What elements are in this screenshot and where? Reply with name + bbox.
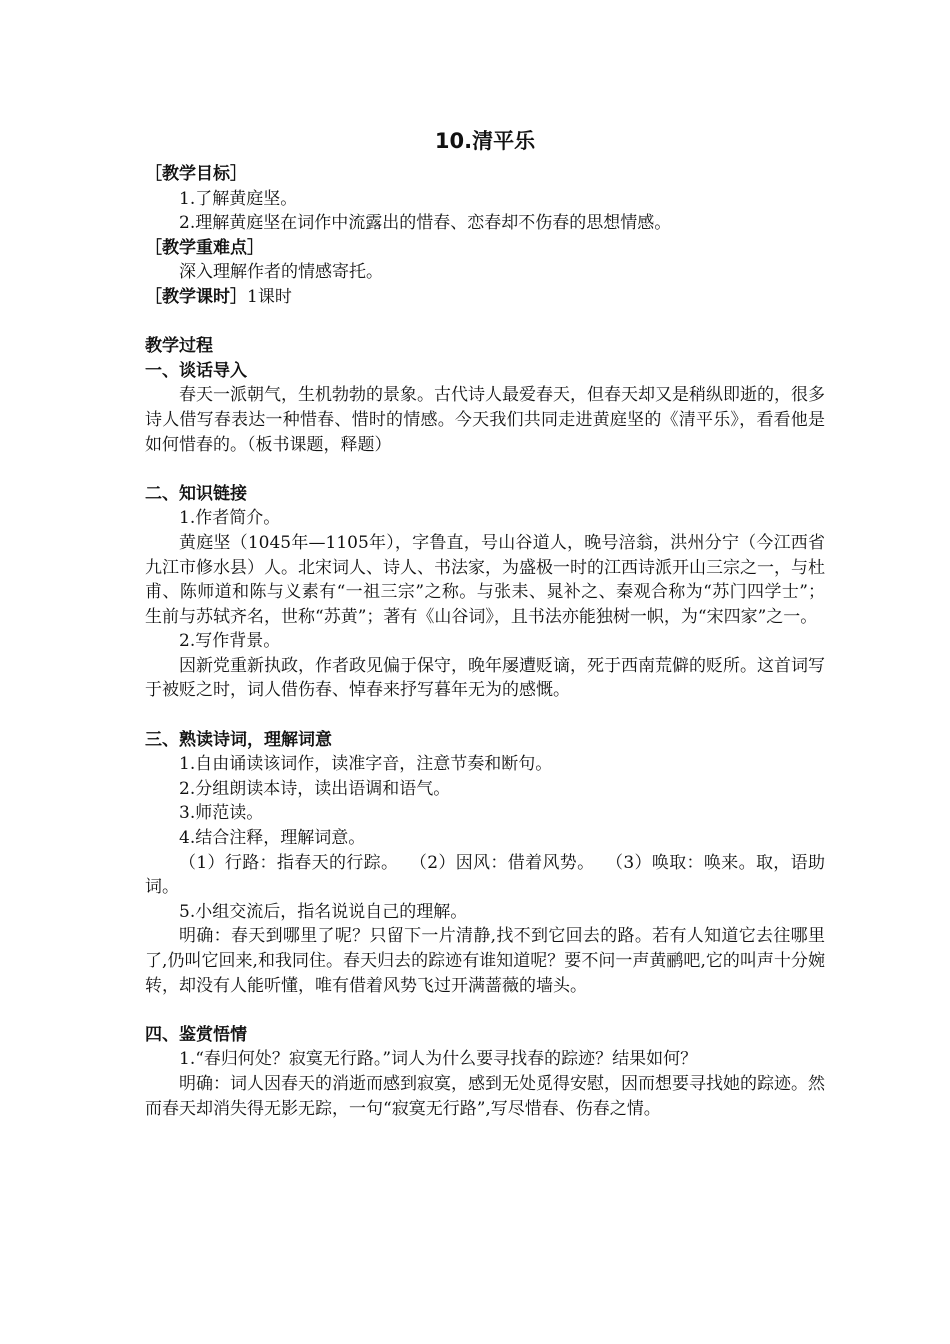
difficulty-text: 深入理解作者的情感寄托。: [179, 262, 383, 283]
section-heading: 二、知识链接: [145, 483, 247, 504]
background-paragraph: 因新党重新执政，作者政见偏于保守，晚年屡遭贬谪，死于西南荒僻的贬所。这首词写于被贬之时，词人借伤春、悼春来抒写暮年无为的感慨。: [145, 655, 825, 701]
list-item: 1.自由诵读该词作，读准字音，注意节奏和断句。: [179, 754, 553, 775]
answer-paragraph: 明确：词人因春天的消逝而感到寂寞，感到无处觅得安慰，因而想要寻找她的踪迹。然而春天却消失得无影无踪，一句“寂寞无行路”,写尽惜春、伤春之情。: [145, 1073, 825, 1119]
answer-paragraph: 明确：春天到哪里了呢？只留下一片清静,找不到它回去的路。若有人知道它去往哪里了,仍叫它回来,和我同住。春天归去的踪迹有谁知道呢？要不问一声黄鹂吧,它的叫声十分婉转，却没有人能听懂，唯有借着风势飞过开满蔷薇的墙头。: [145, 926, 825, 996]
difficulty-heading: ［教学重难点］: [145, 237, 264, 258]
section-heading: 一、谈话导入: [145, 360, 247, 381]
process-heading: 教学过程: [145, 336, 213, 357]
document-body: [145, 126, 825, 1121]
objective-item: 1.了解黄庭坚。: [179, 188, 298, 209]
section-heading: 四、鉴赏悟情: [145, 1024, 247, 1045]
author-paragraph: 黄庭坚（1045年—1105年），字鲁直，号山谷道人，晚号涪翁，洪州分宁（今江西省九江市修水县）人。北宋词人、诗人、书法家，为盛极一时的江西诗派开山三宗之一，与杜甫、陈师道和陈与义素有“一祖三宗”之称。与张耒、晁补之、秦观合称为“苏门四学士”；生前与苏轼齐名，世称“苏黄”；著有《山谷词》，且书法亦能独树一帜，为“宋四家”之一。: [145, 532, 825, 627]
hours-text: 1课时: [247, 286, 292, 307]
hours-heading: ［教学课时］: [145, 286, 247, 307]
notes-paragraph: （1）行路：指春天的行踪。 （2）因风：借着风势。 （3）唤取：唤来。取，语助词。: [145, 852, 825, 898]
list-item: 1.作者简介。: [179, 508, 281, 529]
section-heading: 三、熟读诗词，理解词意: [145, 729, 332, 750]
list-item: 4.结合注释，理解词意。: [179, 828, 366, 849]
list-item: 2.分组朗读本诗，读出语调和语气。: [179, 778, 451, 799]
page-title: 10.清平乐: [434, 129, 536, 153]
intro-paragraph: 春天一派朝气，生机勃勃的景象。古代诗人最爱春天，但春天却又是稍纵即逝的，很多诗人借写春表达一种惜春、惜时的情感。今天我们共同走进黄庭坚的《清平乐》，看看他是如何惜春的。（板书课题，释题）: [145, 385, 825, 455]
question-item: 1.“春归何处？寂寞无行路。”词人为什么要寻找春的踪迹？结果如何？: [179, 1049, 698, 1070]
list-item: 2.写作背景。: [179, 631, 281, 652]
objective-item: 2.理解黄庭坚在词作中流露出的惜春、恋春却不伤春的思想情感。: [179, 213, 672, 234]
objectives-heading: ［教学目标］: [145, 164, 247, 184]
list-item: 3.师范读。: [179, 803, 264, 824]
list-item: 5.小组交流后，指名说说自己的理解。: [179, 901, 468, 922]
